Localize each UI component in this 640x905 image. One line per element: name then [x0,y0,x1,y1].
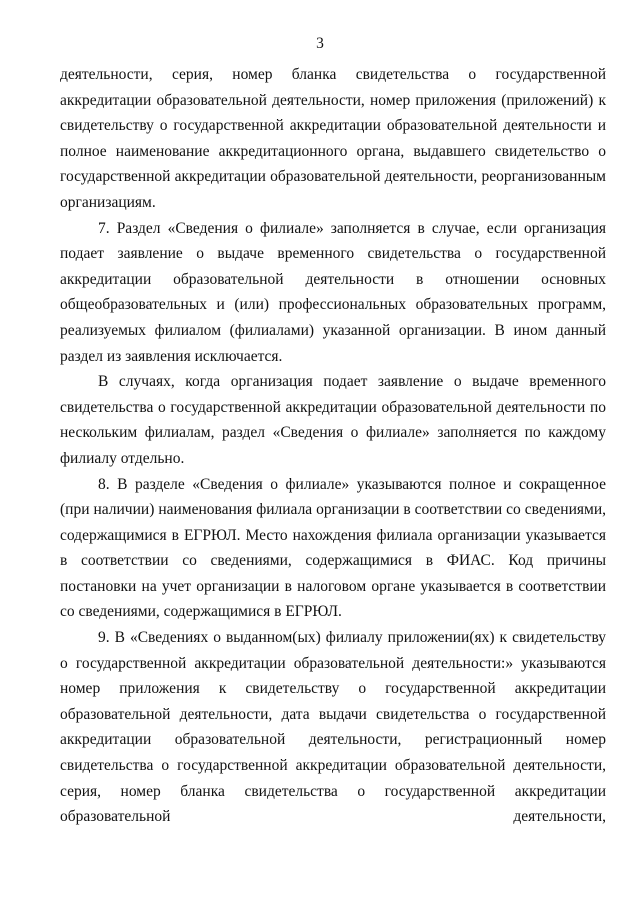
page-number: 3 [316,35,324,52]
paragraph-item-7: 7. Раздел «Сведения о филиале» заполняется в случае, если организация подает заявление о выдаче временного свидетельства о государственной аккредитации образовательной деятельности в отношении основных общеобразовательных и (или) профессиональных образовательных программ, реализуемых филиалом (филиалами) указанной организации. В ином данный раздел из заявления исключается. [60,219,606,365]
paragraph-multiple-branches: В случаях, когда организация подает заявление о выдаче временного свидетельства о государственной аккредитации образовательной деятельности по нескольким филиалам, раздел «Сведения о филиале» заполняется по каждому филиалу отдельно. [60,373,606,467]
paragraph-item-8: 8. В разделе «Сведения о филиале» указываются полное и сокращенное (при наличии) наименования филиала организации в соответствии со сведениями, содержащимися в ЕГРЮЛ. Место нахождения филиала организации указывается в соответствии со сведениями, содержащимися в ФИАС. Код причины постановки на учет организации в налоговом органе указывается в соответствии со сведениями, содержащимися в ЕГРЮЛ. [60,475,606,621]
paragraph-continuation: деятельности, серия, номер бланка свидетельства о государственной аккредитации образовательной деятельности, номер приложения (приложений) к свидетельству о государственной аккредитации образовательной деятельности и полное наименование аккредитационного органа, выдавшего свидетельство о государственной аккредитации образовательной деятельности, реорганизованным организациям. [60,66,606,211]
paragraph-item-9: 9. В «Сведениях о выданном(ых) филиалу приложении(ях) к свидетельству о государственной аккредитации образовательной деятельности:» указываются номер приложения к свидетельству о государственной аккредитации образовательной деятельности, дата выдачи свидетельства о государственной аккредитации образовательной деятельности, регистрационный номер свидетельства о государственной аккредитации образовательной деятельности, серия, номер бланка свидетельства о государственной аккредитации образовательной деятельности, [60,629,606,826]
document-body [60,62,606,830]
